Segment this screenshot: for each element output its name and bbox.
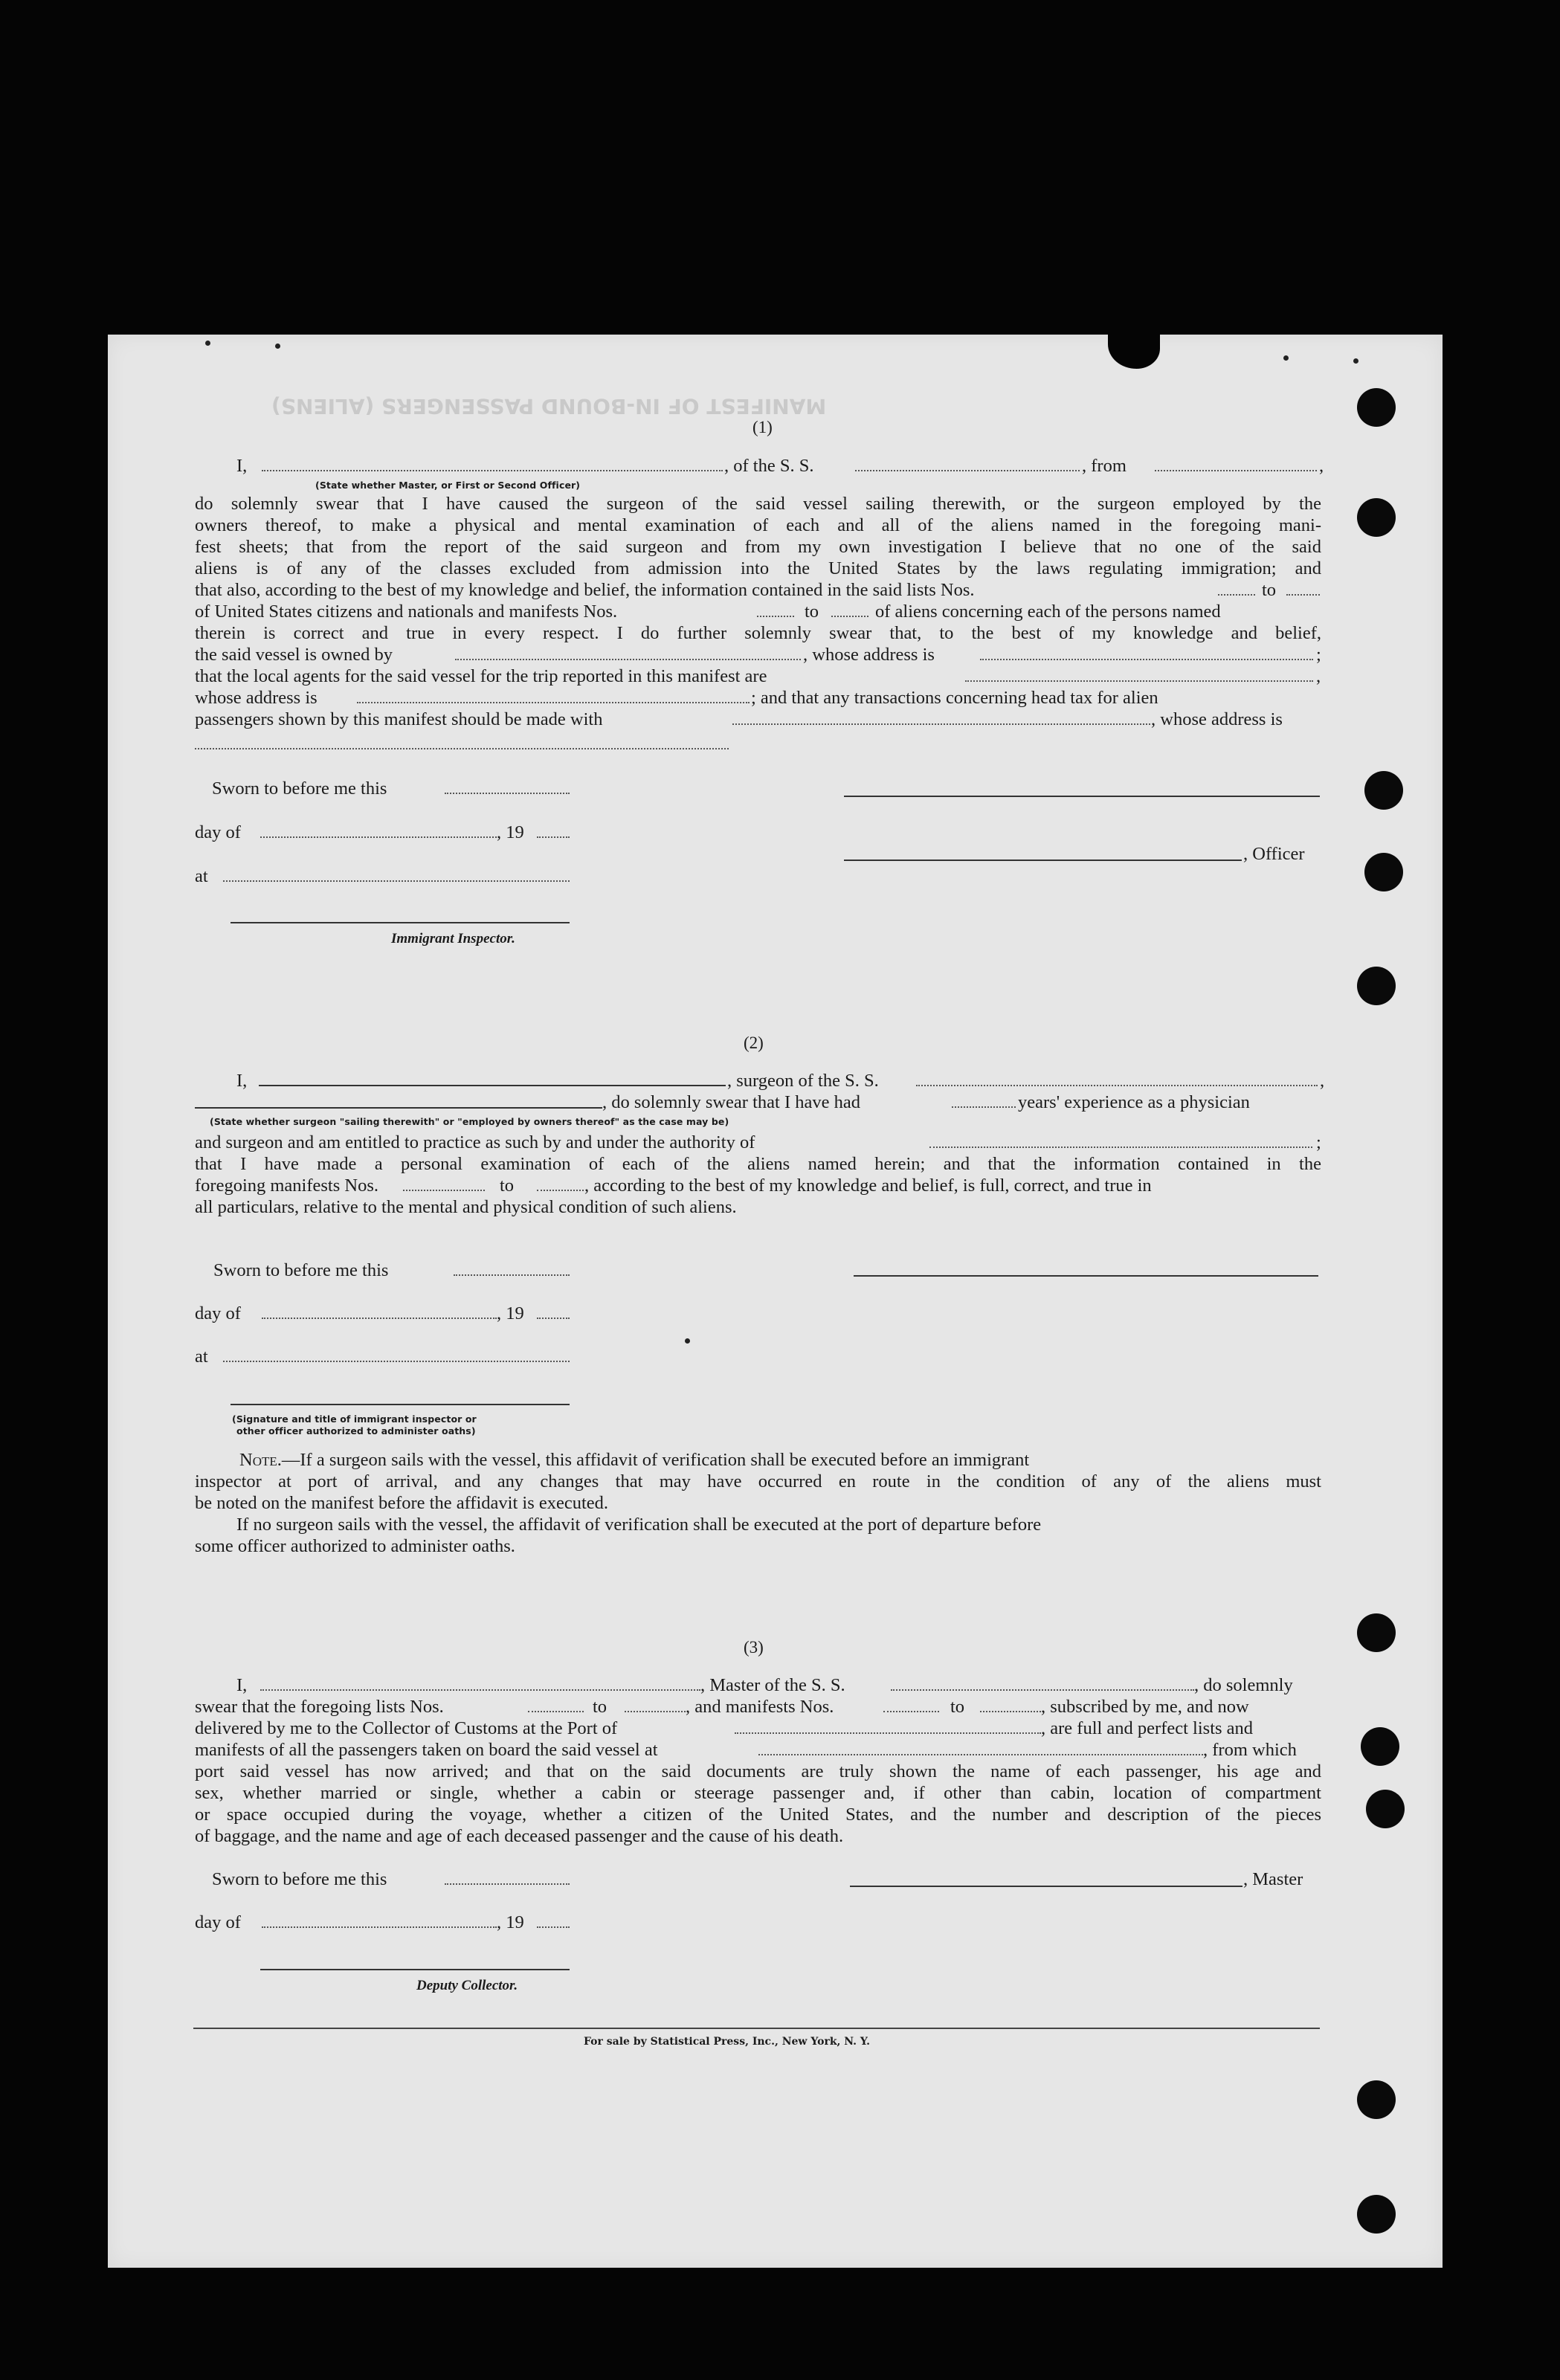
owner-address-field[interactable] (980, 659, 1313, 660)
speck (275, 344, 280, 349)
officer-name-field[interactable] (262, 470, 723, 471)
delivered-text: delivered by me to the Collector of Customs at the Port of (195, 1718, 618, 1738)
day-field-2[interactable] (262, 1318, 497, 1319)
body-line: that I have made a personal examination of each of the aliens named herein; and that the information contained in the (195, 1154, 1321, 1174)
to-label: to (805, 602, 819, 622)
from-which-text: , from which (1203, 1740, 1297, 1760)
s3-manifests-from-field[interactable] (883, 1711, 939, 1712)
swear-had-text: , do solemnly swear that I have had (602, 1092, 860, 1112)
year-field-3[interactable] (537, 1926, 570, 1928)
comma: , (1319, 456, 1324, 476)
i-label: I, (236, 1071, 248, 1091)
head-tax-agent-field[interactable] (732, 723, 1150, 725)
speck (1283, 355, 1289, 361)
officer-title-line[interactable] (844, 860, 1242, 861)
sworn-label-2: Sworn to before me this (213, 1260, 389, 1280)
footer-rule (193, 2028, 1320, 2029)
master-signature-line[interactable] (850, 1886, 1242, 1887)
embark-port-field[interactable] (758, 1754, 1203, 1755)
master-name-field[interactable] (260, 1689, 700, 1691)
comma: , (1320, 1071, 1325, 1091)
note-line-5: some officer authorized to administer oaths. (195, 1536, 515, 1556)
s3-lists-to-field[interactable] (625, 1711, 686, 1712)
s3-lists-from-field[interactable] (528, 1711, 584, 1712)
body-line: port said vessel has now arrived; and that on the said documents are truly shown the name of each passenger, his age and (195, 1761, 1321, 1781)
to-label: to (500, 1176, 515, 1196)
section1-body (195, 493, 1321, 579)
sworn-date-field-2[interactable] (454, 1274, 570, 1276)
note-line: be noted on the manifest before the affidavit is executed. (195, 1493, 609, 1513)
section-number-1: (1) (752, 418, 773, 436)
sig-caption-1: (Signature and title of immigrant inspector or (232, 1413, 477, 1425)
speck (1353, 358, 1358, 364)
master-vessel-field[interactable] (891, 1689, 1194, 1691)
footer-text: For sale by Statistical Press, Inc., New York, N. Y. (584, 2036, 870, 2048)
body-line: aliens is of any of the classes excluded from admission into the United States by the laws regulating immigration; and (195, 558, 1321, 578)
surgeon-signature-line[interactable] (854, 1275, 1318, 1277)
passengers-shown-text: passengers shown by this manifest should be made with (195, 709, 603, 729)
year-field-1[interactable] (537, 836, 570, 838)
manifests-all-text: manifests of all the passengers taken on board the said vessel at (195, 1740, 658, 1760)
day-of-label-2: day of (195, 1303, 241, 1323)
years-exp-text: years' experience as a physician (1018, 1092, 1250, 1112)
surgeon-type-field[interactable] (195, 1107, 602, 1109)
surgeon-name-field[interactable] (259, 1085, 726, 1086)
vessel-name-field[interactable] (855, 470, 1080, 471)
immigrant-inspector-label: Immigrant Inspector. (391, 931, 515, 946)
year-field-2[interactable] (537, 1318, 570, 1319)
agents-address-field[interactable] (357, 702, 750, 703)
i-label: I, (236, 456, 248, 476)
to-label: to (1262, 580, 1277, 600)
local-agents-label: that the local agents for the said vessel for the trip reported in this manifest are (195, 666, 767, 686)
at-label-2: at (195, 1347, 208, 1367)
day-field-1[interactable] (260, 836, 497, 838)
binder-hole (1357, 2080, 1396, 2119)
head-tax-text: ; and that any transactions concerning head tax for alien (751, 688, 1158, 708)
correct-line (195, 622, 1321, 644)
surgeon-vessel-field[interactable] (916, 1085, 1318, 1086)
caption-master: (State whether Master, or First or Second Officer) (315, 480, 581, 491)
inspector-signature-line-2[interactable] (231, 1404, 570, 1405)
year-label-1: , 19 (497, 822, 524, 842)
year-label-2: , 19 (497, 1303, 524, 1323)
binder-hole (1364, 853, 1403, 891)
lists-from-field[interactable] (1218, 594, 1255, 596)
port-field[interactable] (735, 1732, 1041, 1734)
semicolon: ; (1316, 1132, 1321, 1152)
speck (205, 341, 210, 346)
sworn-label-1: Sworn to before me this (212, 778, 387, 799)
deputy-collector-label: Deputy Collector. (416, 1978, 518, 1993)
surgeon-of-label: , surgeon of the S. S. (727, 1071, 879, 1091)
sworn-date-field-3[interactable] (445, 1883, 570, 1885)
ss-label: , of the S. S. (724, 456, 814, 476)
binder-hole (1357, 967, 1396, 1005)
section-number-2: (2) (744, 1033, 764, 1052)
master-label: , Master (1243, 1869, 1303, 1889)
note-label: Note. (239, 1450, 282, 1470)
from-label: , from (1082, 456, 1127, 476)
note-body (195, 1471, 1321, 1514)
body-line: do solemnly swear that I have caused the surgeon of the said vessel sailing therewith, or the surgeon employed by the (195, 494, 1321, 514)
section-number-3: (3) (744, 1638, 764, 1657)
local-agents-field[interactable] (965, 680, 1313, 682)
body-line: of baggage, and the name and age of each deceased passenger and the cause of his death. (195, 1826, 844, 1846)
sworn-date-field-1[interactable] (445, 793, 570, 794)
body-line: owners thereof, to make a physical and mental examination of each and all of the aliens named in the foregoing mani- (195, 515, 1321, 535)
full-perfect-text: , are full and perfect lists and (1041, 1718, 1254, 1738)
head-tax-address-field[interactable] (195, 748, 729, 749)
section3-body (195, 1761, 1321, 1847)
owner-field[interactable] (455, 659, 801, 660)
binder-hole (1357, 498, 1396, 537)
note-line: inspector at port of arrival, and any changes that may have occurred en route in the condition of any of the aliens must (195, 1471, 1321, 1491)
year-label-3: , 19 (497, 1912, 524, 1932)
binder-hole (1357, 2195, 1396, 2234)
note-line-1 (239, 1449, 1029, 1471)
speck (685, 1338, 690, 1344)
foregoing-rest-text: , according to the best of my knowledge and belief, is full, correct, and true in (584, 1176, 1152, 1196)
day-field-3[interactable] (262, 1926, 497, 1928)
lists-to-field[interactable] (1286, 594, 1320, 596)
foregoing-to-field[interactable] (537, 1190, 584, 1191)
manifests-to-field[interactable] (831, 616, 868, 617)
do-solemnly-text: , do solemnly (1194, 1675, 1293, 1695)
day-of-label-1: day of (195, 822, 241, 842)
note-line-4: If no surgeon sails with the vessel, the affidavit of verification shall be executed at the port of departure before (236, 1515, 1042, 1535)
to-label: to (950, 1697, 965, 1717)
body-line: fest sheets; that from the report of the said surgeon and from my own investigation I believe that no one of the said (195, 537, 1321, 557)
sig-caption-2: other officer authorized to administer oaths) (236, 1425, 476, 1436)
years-field[interactable] (952, 1106, 1016, 1108)
i-label: I, (236, 1675, 248, 1695)
sworn-label-3: Sworn to before me this (212, 1869, 387, 1889)
manifests-nos-text: of United States citizens and nationals and manifests Nos. (195, 602, 618, 622)
swear-lists-text: swear that the foregoing lists Nos. (195, 1697, 444, 1717)
and-manifests-text: , and manifests Nos. (686, 1697, 834, 1717)
lists-nos-text: that also, according to the best of my knowledge and belief, the information contained in the said lists Nos. (195, 580, 975, 600)
semicolon: ; (1316, 645, 1321, 665)
whose-address-label: , whose address is (803, 645, 935, 665)
foregoing-from-field[interactable] (403, 1190, 485, 1191)
note-text: —If a surgeon sails with the vessel, this affidavit of verification shall be executed before an immigrant (281, 1450, 1030, 1470)
inspector-signature-line[interactable] (231, 922, 570, 923)
binder-hole (1361, 1727, 1399, 1766)
at-label-1: at (195, 866, 208, 886)
binder-hole (1364, 771, 1403, 810)
caption-surgeon: (State whether surgeon "sailing therewith" or "employed by owners thereof" as the case may be) (210, 1116, 729, 1127)
collector-signature-line[interactable] (260, 1969, 570, 1970)
day-of-label-3: day of (195, 1912, 241, 1932)
at-field-2[interactable] (223, 1361, 570, 1362)
master-of-label: , Master of the S. S. (700, 1675, 845, 1695)
body-line: therein is correct and true in every respect. I do further solemnly swear that, to the best of my knowledge and belief, (195, 623, 1321, 643)
manifests-from-field[interactable] (757, 616, 794, 617)
from-port-field[interactable] (1155, 470, 1317, 471)
ghost-title: MANIFEST OF IN-BOUND PASSENGERS (ALIENS) (271, 394, 827, 419)
subscribed-text: , subscribed by me, and now (1041, 1697, 1249, 1717)
to-label: to (593, 1697, 607, 1717)
whose-address-label-3: , whose address is (1151, 709, 1283, 729)
officer-label: , Officer (1243, 844, 1305, 864)
owned-by-label: the said vessel is owned by (195, 645, 393, 665)
foregoing-label: foregoing manifests Nos. (195, 1176, 378, 1196)
all-particulars-text: all particulars, relative to the mental and physical condition of such aliens. (195, 1197, 737, 1217)
aliens-concerning-text: of aliens concerning each of the persons named (875, 602, 1221, 622)
whose-address-label-2: whose address is (195, 688, 318, 708)
at-field-1[interactable] (223, 880, 570, 882)
authority-field[interactable] (929, 1147, 1312, 1148)
s3-manifests-to-field[interactable] (980, 1711, 1041, 1712)
comma: , (1316, 666, 1321, 686)
binder-hole (1357, 1613, 1396, 1652)
personal-exam-line (195, 1153, 1321, 1175)
binder-hole (1357, 388, 1396, 427)
body-line: sex, whether married or single, whether a cabin or steerage passenger and, if other than cabin, location of compartment (195, 1783, 1321, 1803)
binder-hole (1366, 1790, 1405, 1828)
body-line: or space occupied during the voyage, whether a citizen of the United States, and the number and description of the pieces (195, 1805, 1321, 1825)
officer-signature-line[interactable] (844, 796, 1320, 797)
authority-text: and surgeon and am entitled to practice as such by and under the authority of (195, 1132, 755, 1152)
